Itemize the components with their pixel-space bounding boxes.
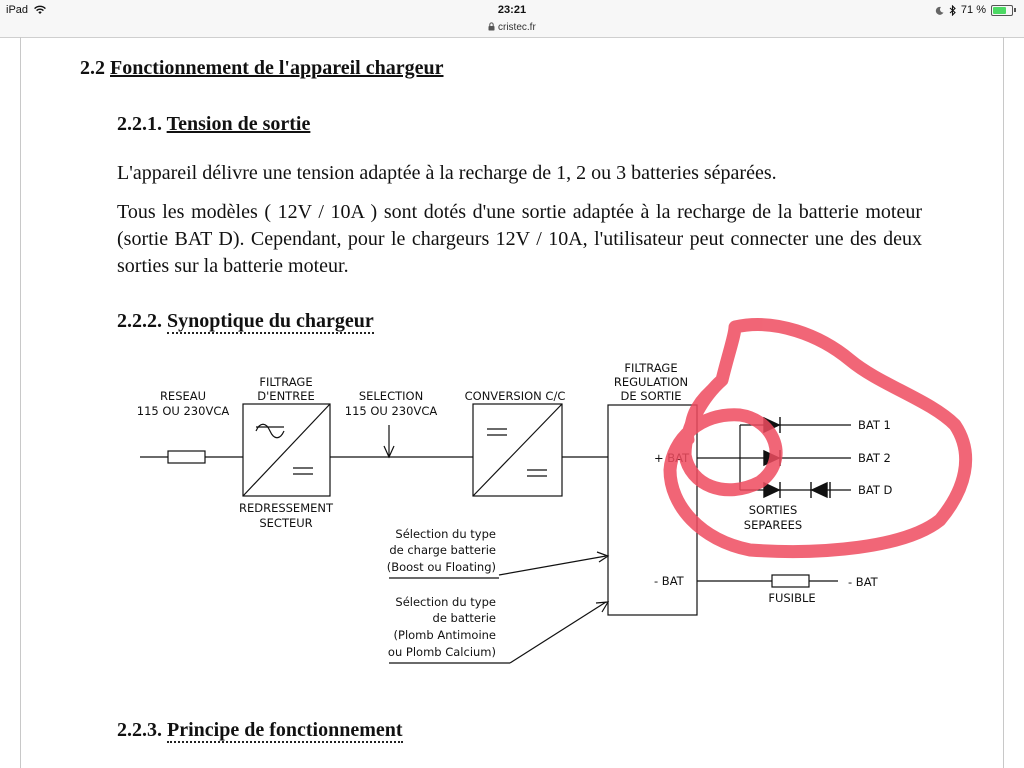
subsection-number: 2.2.3. <box>117 719 162 741</box>
paragraph-2: Tous les modèles ( 12V / 10A ) sont dotés d'une sortie adaptée à la recharge de la batterie moteur (sortie BAT D). Cependant, pour le chargeurs 12V / 10A, l'utilisateur peut connecter une des deux sorties sur la batterie moteur. <box>117 201 922 277</box>
label-fusible: FUSIBLE <box>768 591 816 605</box>
label-conversion: CONVERSION C/C <box>464 389 566 403</box>
label-reseau-voltage: 115 OU 230VCA <box>136 404 230 418</box>
subsection-title: Synoptique du chargeur <box>167 310 374 332</box>
subsection-number: 2.2.1. <box>117 113 162 135</box>
label-bat1: BAT 1 <box>858 418 891 432</box>
label-sel-batt-2: de batterie <box>432 611 496 625</box>
conversion-diagonal <box>473 404 562 496</box>
label-sorties: SORTIES <box>748 503 798 517</box>
label-bat2: BAT 2 <box>858 451 891 465</box>
label-selection-voltage: 115 OU 230VCA <box>344 404 438 418</box>
label-minus-bat: - BAT <box>654 574 684 588</box>
sine-icon <box>256 424 284 438</box>
label-sel-charge-2: de charge batterie <box>389 543 496 557</box>
subsection-title: Tension de sortie <box>166 113 311 135</box>
clock: 23:21 <box>497 4 527 16</box>
paragraph-1: L'appareil délivre une tension adaptée à la recharge de 1, 2 ou 3 batteries séparées. <box>117 162 777 184</box>
label-dentree: D'ENTREE <box>257 389 315 403</box>
label-filtrage-sortie: FILTRAGE <box>624 361 678 375</box>
battery-percent: 71 % <box>960 4 986 16</box>
subsection-title: Principe de fonctionnement <box>167 719 403 741</box>
label-de-sortie: DE SORTIE <box>620 389 682 403</box>
output-fuse <box>772 575 809 587</box>
label-selection: SELECTION <box>358 389 424 403</box>
label-secteur: SECTEUR <box>259 516 313 530</box>
label-regulation: REGULATION <box>613 375 689 389</box>
label-sel-charge-3: (Boost ou Floating) <box>386 560 496 574</box>
section-title: Fonctionnement de l'appareil chargeur <box>110 57 444 79</box>
label-batd: BAT D <box>858 483 893 497</box>
label-minus-bat-out: - BAT <box>848 575 878 589</box>
device-name: iPad <box>6 4 29 16</box>
charge-type-arrow <box>499 556 606 575</box>
battery-type-arrow <box>510 602 606 663</box>
label-sel-batt-1: Sélection du type <box>395 595 496 609</box>
label-redressement: REDRESSEMENT <box>238 501 334 515</box>
section-number: 2.2 <box>80 57 105 79</box>
subsection-number: 2.2.2. <box>117 310 162 332</box>
diode-batd-2 <box>812 483 827 497</box>
input-fuse <box>168 451 205 463</box>
label-plus-bat: + BAT <box>654 451 690 465</box>
label-separees: SEPAREES <box>743 518 803 532</box>
label-sel-charge-1: Sélection du type <box>395 527 496 541</box>
url-text[interactable]: cristec.fr <box>498 22 536 33</box>
label-sel-batt-4: ou Plomb Calcium) <box>387 645 496 659</box>
annotation-outer-loop <box>670 325 966 552</box>
input-filter-diagonal <box>243 404 330 496</box>
label-filtrage: FILTRAGE <box>259 375 313 389</box>
label-sel-batt-3: (Plomb Antimoine <box>393 628 496 642</box>
label-reseau: RESEAU <box>159 389 207 403</box>
